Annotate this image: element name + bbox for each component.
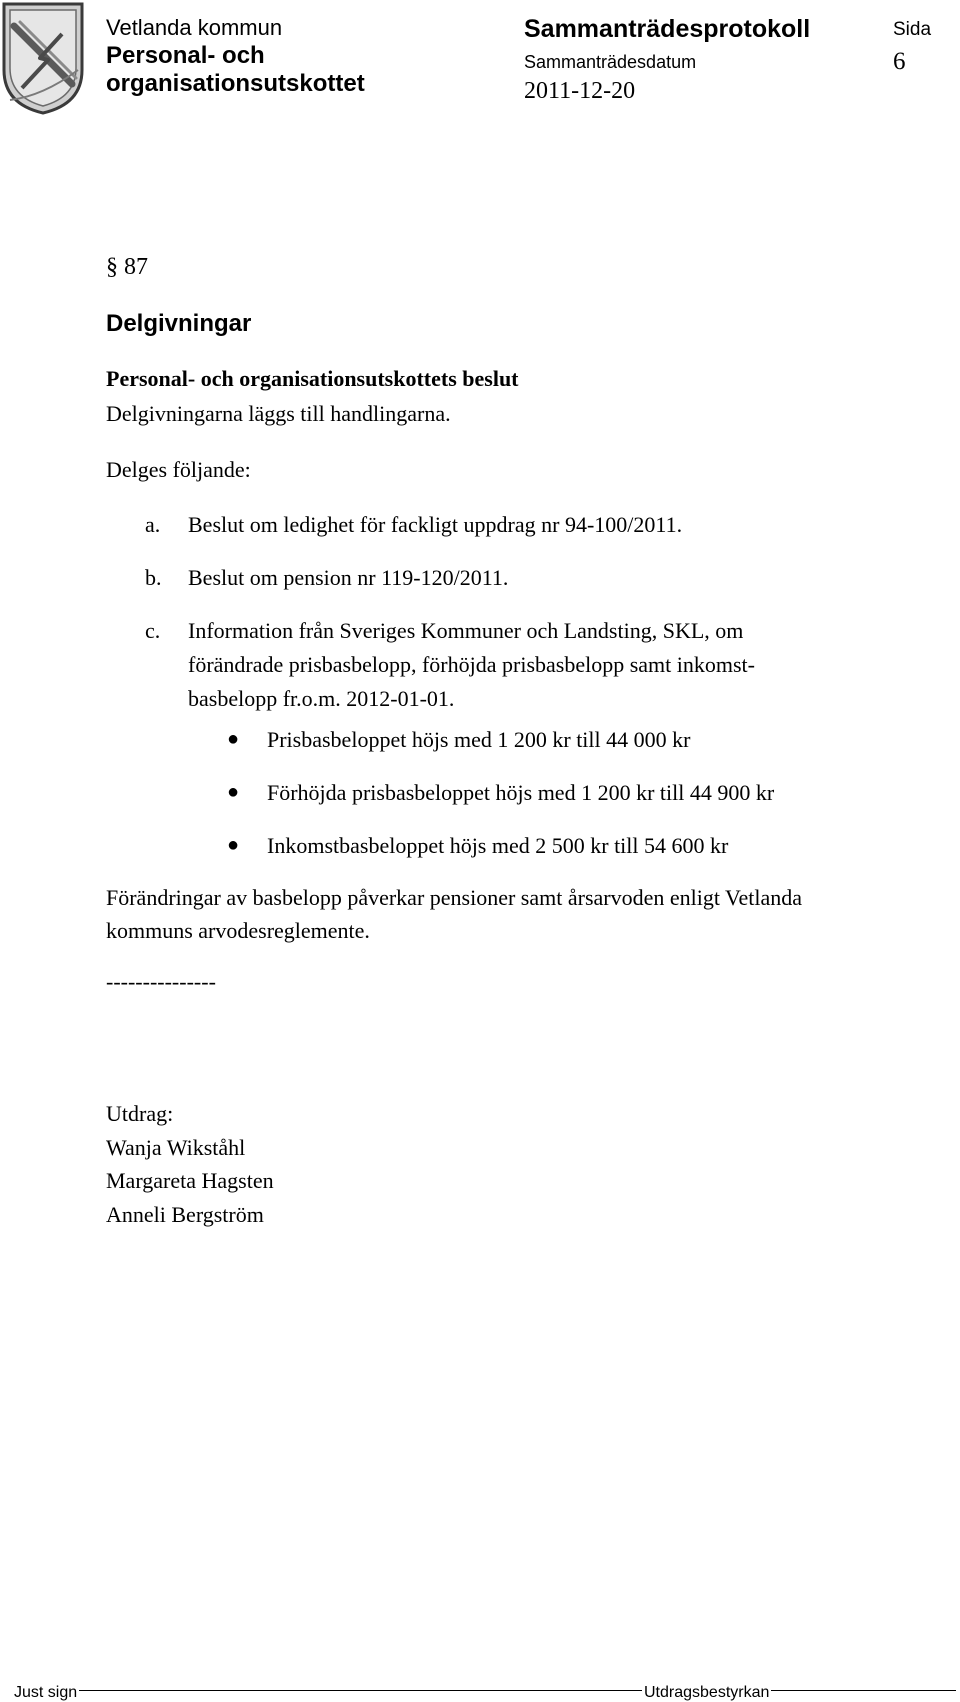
item-text-b: Beslut om pension nr 119-120/2011. (188, 565, 509, 590)
meeting-date: 2011-12-20 (524, 78, 636, 104)
delges-label: Delges följande: (106, 457, 251, 482)
footer-just-sign: Just sign (14, 1684, 78, 1701)
extract-recipient: Wanja Wikståhl (106, 1135, 246, 1160)
item-text-c-line3: basbelopp fr.o.m. 2012-01-01. (188, 686, 455, 711)
bullet-item: Förhöjda prisbasbeloppet höjs med 1 200 kr till 44 900 kr (267, 780, 775, 805)
extract-recipient: Margareta Hagsten (106, 1168, 274, 1193)
section-heading: Delgivningar (106, 310, 252, 337)
conclusion-line1: Förändringar av basbelopp påverkar pensioner samt årsarvoden enligt Vetlanda (106, 885, 803, 910)
footer-utdragsbestyrkan: Utdragsbestyrkan (644, 1684, 770, 1701)
bullet-icon: ● (227, 834, 240, 856)
document-title: Sammanträdesprotokoll (524, 15, 811, 43)
footer-rule (62, 1690, 956, 1691)
item-letter-a: a. (145, 512, 161, 537)
municipal-coat-of-arms-icon (0, 0, 86, 116)
page-number: 6 (893, 48, 906, 75)
municipality-name: Vetlanda kommun (106, 15, 283, 40)
item-text-c-line1: Information från Sveriges Kommuner och Landsting, SKL, om (188, 618, 744, 643)
decision-heading: Personal- och organisationsutskottets beslut (106, 366, 519, 391)
bullet-item: Inkomstbasbeloppet höjs med 2 500 kr till 54 600 kr (267, 833, 729, 858)
item-letter-b: b. (145, 565, 162, 590)
separator-dashes: --------------- (106, 969, 216, 994)
extract-label: Utdrag: (106, 1101, 174, 1126)
bullet-icon: ● (227, 728, 240, 750)
item-text-a: Beslut om ledighet för fackligt uppdrag nr 94-100/2011. (188, 512, 683, 537)
item-text-c-line2: förändrade prisbasbelopp, förhöjda prisbasbelopp samt inkomst- (188, 652, 755, 677)
bullet-icon: ● (227, 781, 240, 803)
decision-text: Delgivningarna läggs till handlingarna. (106, 401, 451, 426)
meeting-date-label: Sammanträdesdatum (524, 52, 697, 72)
department-name-line1: Personal- och (106, 42, 265, 69)
conclusion-line2: kommuns arvodesreglemente. (106, 918, 370, 943)
extract-recipient: Anneli Bergström (106, 1202, 264, 1227)
page-label: Sida (893, 19, 932, 40)
paragraph-number: § 87 (106, 254, 148, 280)
bullet-item: Prisbasbeloppet höjs med 1 200 kr till 44 000 kr (267, 727, 691, 752)
department-name-line2: organisationsutskottet (106, 70, 365, 97)
item-letter-c: c. (145, 618, 161, 643)
